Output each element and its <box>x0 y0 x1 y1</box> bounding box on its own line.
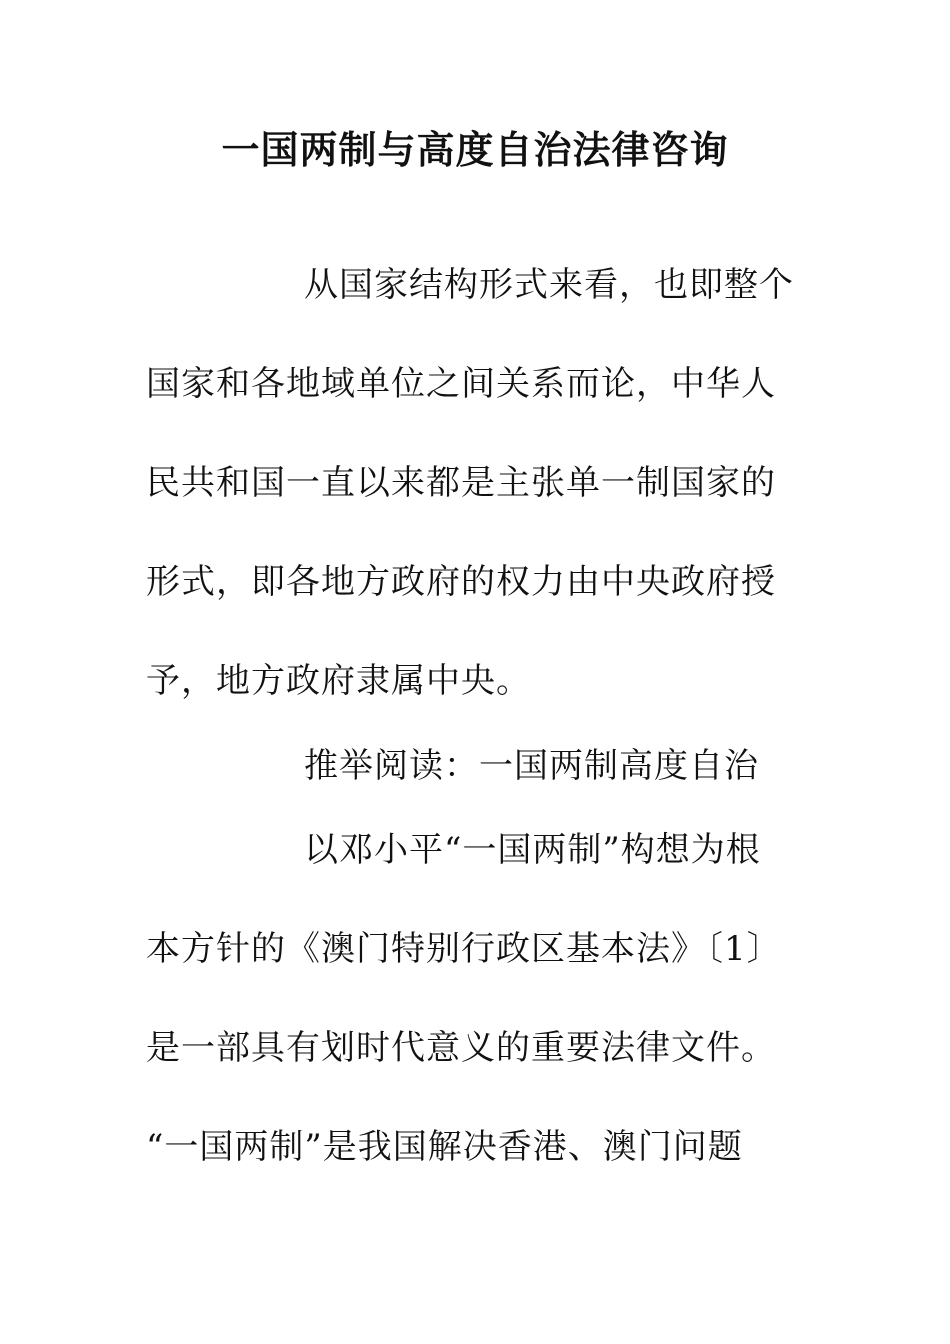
paragraph-line: 从国家结构形式来看，也即整个 <box>304 265 794 305</box>
document-title: 一国两制与高度自治法律咨询 <box>221 127 729 172</box>
paragraph-line: 予，地方政府隶属中央。 <box>146 661 531 701</box>
paragraph-line: 以邓小平“一国两制”构想为根 <box>304 830 761 870</box>
paragraph-line: “一国两制”是我国解决香港、澳门问题 <box>146 1127 743 1167</box>
paragraph-line: 本方针的《澳门特别行政区基本法》〔1〕 <box>146 929 782 969</box>
paragraph-line: 民共和国一直以来都是主张单一制国家的 <box>146 463 776 503</box>
paragraph-line: 形式，即各地方政府的权力由中央政府授 <box>146 562 776 602</box>
paragraph-line: 国家和各地域单位之间关系而论，中华人 <box>146 364 776 404</box>
recommended-reading: 推举阅读：一国两制高度自治 <box>304 746 759 786</box>
paragraph-line: 是一部具有划时代意义的重要法律文件。 <box>146 1028 776 1068</box>
